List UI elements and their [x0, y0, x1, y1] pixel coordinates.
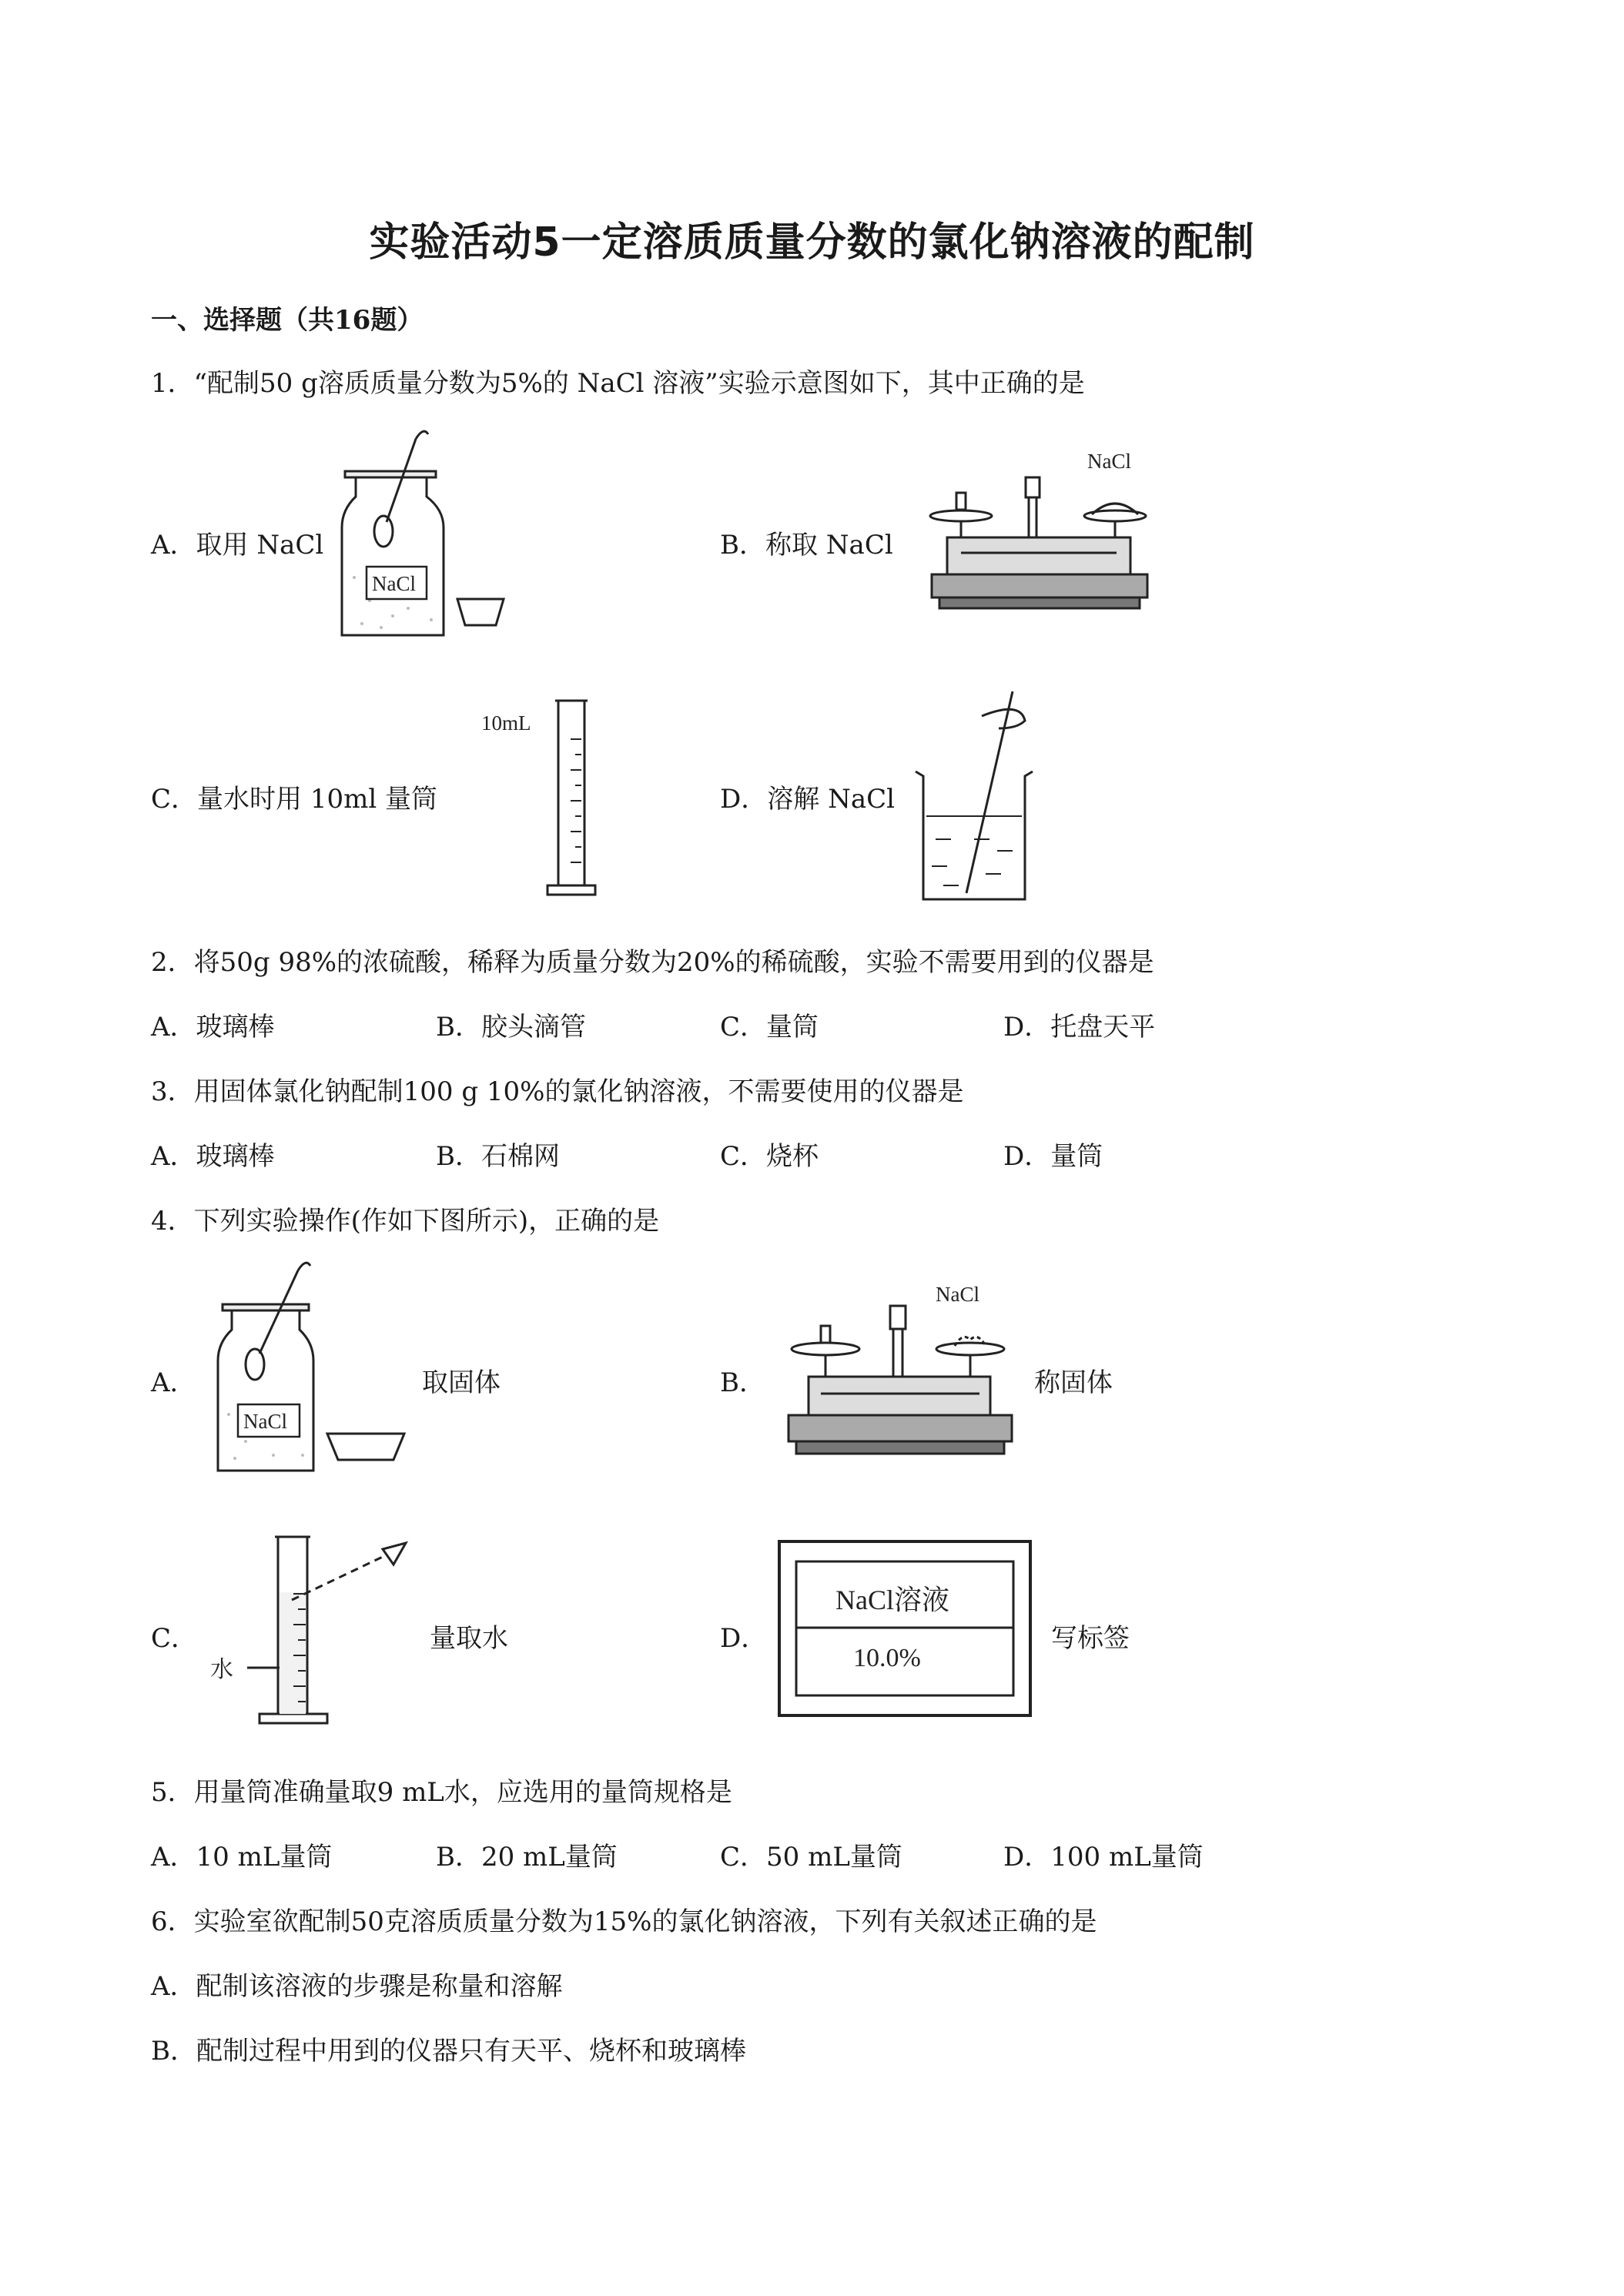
graduated-cylinder-figure: [481, 693, 604, 901]
q3-option-c[interactable]: C．烧杯: [720, 1141, 819, 1172]
q1-option-d[interactable]: D．溶解 NaCl: [720, 784, 895, 815]
beaker-stirring-figure: [912, 685, 1051, 909]
page-title: 实验活动5一定溶质质量分数的氯化钠溶液的配制: [369, 219, 1255, 266]
q1-option-b[interactable]: B．称取 NaCl: [720, 530, 893, 561]
q5-option-a[interactable]: A．10 mL量筒: [151, 1842, 333, 1873]
question-5-stem: 5．用量筒准确量取9 mL水，应选用的量筒规格是: [151, 1777, 732, 1808]
question-2-stem: 2．将50g 98%的浓硫酸，稀释为质量分数为20%的稀硫酸，实验不需要用到的仪器是: [151, 947, 1154, 978]
question-4-stem: 4．下列实验操作(作如下图所示)，正确的是: [151, 1206, 660, 1237]
reagent-bottle-spoon-figure-2: [212, 1257, 420, 1488]
question-1-stem: 1．“配制50 g溶质质量分数为5%的 NaCl 溶液”实验示意图如下，其中正确的是: [151, 368, 1085, 399]
q1-option-a[interactable]: A．取用 NaCl: [151, 530, 324, 561]
q4-option-a-letter[interactable]: A．: [151, 1367, 196, 1398]
q5-option-c[interactable]: C．50 mL量筒: [720, 1842, 902, 1873]
question-3-stem: 3．用固体氯化钠配制100 g 10%的氯化钠溶液，不需要使用的仪器是: [151, 1076, 964, 1107]
q4a-bottle-label: NaCl: [243, 1410, 287, 1433]
q1-option-c[interactable]: C．量水时用 10ml 量筒: [151, 784, 438, 815]
q2-option-b[interactable]: B．胶头滴管: [436, 1012, 586, 1043]
q1b-nacl-label: NaCl: [1087, 450, 1131, 473]
q4-option-b-letter[interactable]: B．: [720, 1367, 765, 1398]
q4-option-c-letter[interactable]: C．: [151, 1623, 198, 1654]
q5-option-d[interactable]: D．100 mL量筒: [1003, 1842, 1204, 1873]
q4d-label-line2: 10.0%: [853, 1644, 921, 1672]
q3-option-a[interactable]: A．玻璃棒: [151, 1141, 275, 1172]
q2-option-d[interactable]: D．托盘天平: [1003, 1012, 1156, 1043]
measuring-water-figure: [204, 1532, 420, 1732]
label-card-figure: [778, 1540, 1032, 1719]
q3-option-d[interactable]: D．量筒: [1003, 1141, 1103, 1172]
section-heading: 一、选择题（共16题）: [151, 305, 424, 336]
q4-option-b-caption: 称固体: [1034, 1367, 1113, 1398]
q4-option-d-caption: 写标签: [1051, 1623, 1130, 1654]
q4c-water-label: 水: [210, 1657, 233, 1682]
q6-option-a[interactable]: A．配制该溶液的步骤是称量和溶解: [151, 1971, 563, 2002]
q5-option-b[interactable]: B．20 mL量筒: [436, 1842, 618, 1873]
q4d-label-line1: NaCl溶液: [835, 1585, 949, 1615]
question-6-stem: 6．实验室欲配制50克溶质质量分数为15%的氯化钠溶液，下列有关叙述正确的是: [151, 1906, 1097, 1937]
q2-option-c[interactable]: C．量筒: [720, 1012, 819, 1043]
q4-option-a-caption: 取固体: [422, 1367, 501, 1398]
q4-option-d-letter[interactable]: D．: [720, 1623, 768, 1654]
q6-option-b[interactable]: B．配制过程中用到的仪器只有天平、烧杯和玻璃棒: [151, 2036, 746, 2067]
q3-option-b[interactable]: B．石棉网: [436, 1141, 560, 1172]
reagent-bottle-spoon-figure: [339, 423, 508, 647]
balance-scale-figure: [924, 447, 1155, 616]
q1a-bottle-label: NaCl: [372, 572, 416, 595]
balance-scale-figure-2: [778, 1278, 1024, 1471]
q4b-nacl-label: NaCl: [936, 1283, 979, 1306]
q4-option-c-caption: 量取水: [430, 1623, 508, 1654]
q1c-cylinder-label: 10mL: [481, 711, 531, 735]
q2-option-a[interactable]: A．玻璃棒: [151, 1012, 275, 1043]
